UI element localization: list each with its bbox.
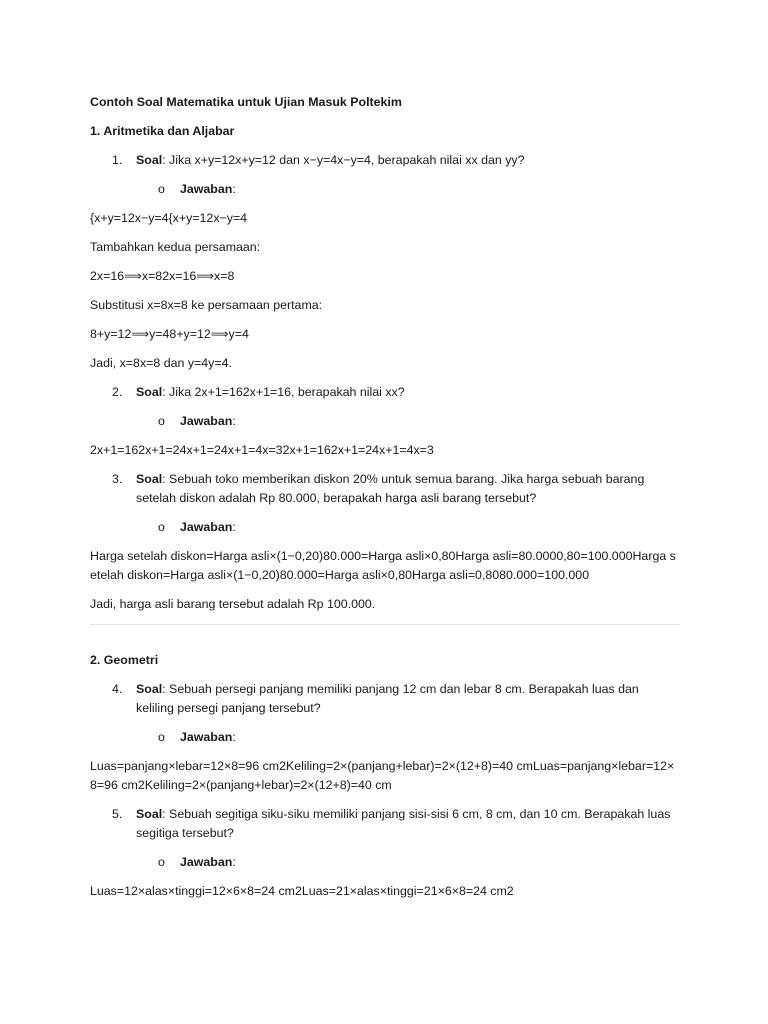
section-divider xyxy=(90,624,680,625)
document-page xyxy=(90,93,680,911)
answer-line: {x+y=12x−y=4{x+y=12x−y=4 xyxy=(90,211,248,225)
answer-colon: : xyxy=(232,730,236,744)
answer-colon: : xyxy=(232,520,236,534)
section-heading-geometri: 2. Geometri xyxy=(90,653,159,667)
question-number: 5. xyxy=(112,807,123,821)
answer-colon: : xyxy=(232,855,236,869)
answer-line: Luas=12×alas×tinggi=12×6×8=24 cm2Luas=21×alas×tinggi=21×6×8=24 cm2 xyxy=(90,884,514,898)
answer-colon: : xyxy=(232,414,236,428)
question-3 xyxy=(90,470,680,508)
question-label: Soal xyxy=(136,385,163,399)
question-label: Soal xyxy=(136,682,163,696)
answer-line: Tambahkan kedua persamaan: xyxy=(90,240,261,254)
question-text: : Jika 2x+1=162x+1=16, berapakah nilai xx? xyxy=(162,385,405,399)
question-number: 2. xyxy=(112,385,123,399)
answer-label: Jawaban xyxy=(180,730,233,744)
bullet-icon: o xyxy=(158,520,165,534)
question-label: Soal xyxy=(136,472,163,486)
question-label: Soal xyxy=(136,807,163,821)
question-number: 3. xyxy=(112,472,123,486)
bullet-icon: o xyxy=(158,855,165,869)
answer-line: 2x+1=162x+1=24x+1=24x+1=4x=32x+1=162x+1=24x+1=4x=3 xyxy=(90,443,434,457)
answer-line: Substitusi x=8x=8 ke persamaan pertama: xyxy=(90,298,323,312)
bullet-icon: o xyxy=(158,182,165,196)
question-4 xyxy=(90,680,680,718)
answer-line: 8+y=12⟹y=48+y=12⟹y=4 xyxy=(90,327,249,341)
answer-line: Luas=panjang×lebar=12×8=96 cm2Keliling=2×(panjang+lebar)=2×(12+8)=40 cmLuas=panjang×lebar=12×8=96 cm2Keliling=2×(panjang+lebar)=2×(12+8)=40 cm xyxy=(90,759,675,792)
question-text: : Sebuah toko memberikan diskon 20% untuk semua barang. Jika harga sebuah barang setelah diskon adalah Rp 80.000, berapakah harga asli barang tersebut? xyxy=(136,472,645,505)
question-text: : Jika x+y=12x+y=12 dan x−y=4x−y=4, berapakah nilai xx dan yy? xyxy=(162,153,525,167)
answer-label: Jawaban xyxy=(180,414,233,428)
question-label: Soal xyxy=(136,153,163,167)
answer-heading-5 xyxy=(90,853,680,872)
question-1 xyxy=(90,151,680,170)
question-text: : Sebuah segitiga siku-siku memiliki panjang sisi-sisi 6 cm, 8 cm, dan 10 cm. Berapakah luas segitiga tersebut? xyxy=(136,807,671,840)
answer-heading-3 xyxy=(90,518,680,537)
answer-heading-2 xyxy=(90,412,680,431)
section-heading-aritmetika: 1. Aritmetika dan Aljabar xyxy=(90,124,235,138)
answer-heading-4 xyxy=(90,728,680,747)
answer-line: Jadi, harga asli barang tersebut adalah Rp 100.000. xyxy=(90,597,376,611)
question-text: : Sebuah persegi panjang memiliki panjang 12 cm dan lebar 8 cm. Berapakah luas dan keliling persegi panjang tersebut? xyxy=(136,682,639,715)
bullet-icon: o xyxy=(158,414,165,428)
question-number: 4. xyxy=(112,682,123,696)
answer-heading-1 xyxy=(90,180,680,199)
answer-line: 2x=16⟹x=82x=16⟹x=8 xyxy=(90,269,235,283)
answer-label: Jawaban xyxy=(180,520,233,534)
answer-colon: : xyxy=(232,182,236,196)
bullet-icon: o xyxy=(158,730,165,744)
answer-label: Jawaban xyxy=(180,855,233,869)
question-5 xyxy=(90,805,680,843)
answer-line: Harga setelah diskon=Harga asli×(1−0,20)80.000=Harga asli×0,80Harga asli=80.0000,80=100.000Harga setelah diskon=Harga asli×(1−0,20)80.000=Harga asli×0,80Harga asli=0,8080.000=100.000 xyxy=(90,549,676,582)
question-2 xyxy=(90,383,680,402)
question-number: 1. xyxy=(112,153,123,167)
document-title: Contoh Soal Matematika untuk Ujian Masuk Poltekim xyxy=(90,95,402,109)
answer-label: Jawaban xyxy=(180,182,233,196)
answer-line: Jadi, x=8x=8 dan y=4y=4. xyxy=(90,356,232,370)
